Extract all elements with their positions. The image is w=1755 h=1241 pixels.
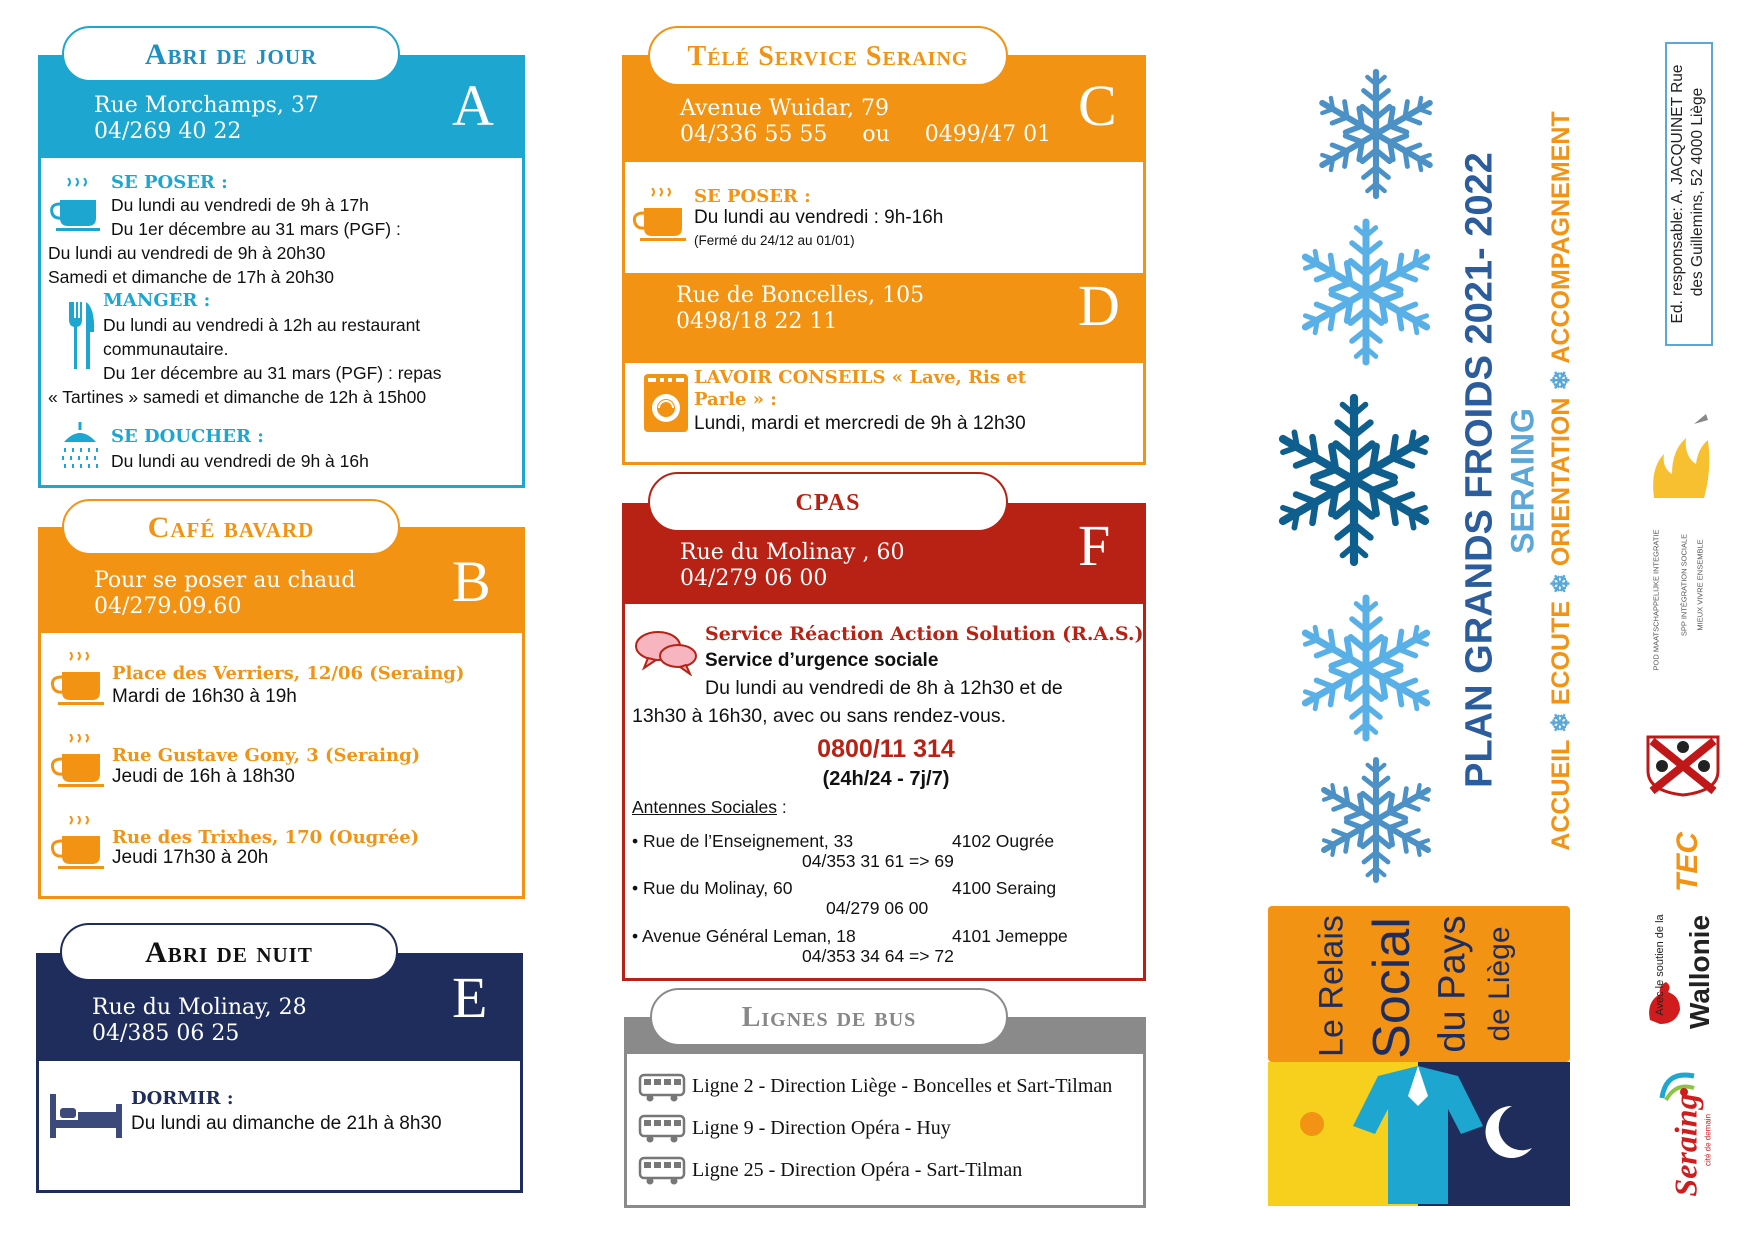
wallonie-small: Avec le soutien de la — [1654, 914, 1666, 1016]
address: Avenue Wuidar, 79 — [680, 96, 889, 121]
card-title: Télé Service Seraing — [648, 26, 1008, 86]
card-letter: E — [452, 965, 488, 1030]
address: Rue du Molinay , 60 — [680, 540, 905, 565]
relais-social-logo — [1268, 906, 1570, 1206]
address: Rue Morchamps, 37 — [94, 93, 319, 118]
coffee-cup-icon — [48, 178, 106, 238]
seraing-logo: Seraing — [1667, 1093, 1704, 1197]
antenne-city: 4100 Seraing — [952, 878, 1057, 898]
d-address: Rue de Boncelles, 105 — [676, 283, 925, 308]
card-abri-de-nuit — [36, 953, 523, 1193]
bus-icon — [638, 1114, 686, 1144]
relais-text: Social — [1363, 917, 1421, 1059]
text-line: « Tartines » samedi et dimanche de 12h à 15h00 — [48, 387, 427, 407]
snowflake-icon: ❄ — [1547, 573, 1575, 594]
pod-logo-text: POD MAATSCHAPPELIJKE INTEGRATIE — [1651, 529, 1661, 671]
bus-line: Ligne 2 - Direction Liège - Boncelles et Sart-Tilman — [692, 1075, 1113, 1097]
tagline — [1546, 111, 1576, 850]
tec-logo: TEC — [1671, 832, 1704, 892]
text-line: Lundi, mardi et mercredi de 9h à 12h30 — [694, 413, 1026, 434]
section-label-manger: MANGER : — [103, 290, 211, 311]
plan-title: PLAN GRANDS FROIDS 2021- 2022 — [1458, 152, 1501, 788]
cutlery-icon — [66, 302, 96, 372]
antenne-phone: 04/353 31 61 => 69 — [802, 851, 954, 871]
coffee-cup-icon — [48, 652, 106, 712]
tagline-word: ECOUTE — [1547, 600, 1575, 706]
section-label-se-poser: SE POSER : — [111, 172, 228, 193]
text-line: Du lundi au dimanche de 21h à 8h30 — [131, 1113, 442, 1134]
ras-subtitle: Service d’urgence sociale — [705, 650, 939, 671]
text-line: Du lundi au vendredi de 9h à 20h30 — [48, 243, 326, 263]
place-address: Place des Verriers, 12/06 (Seraing) — [112, 663, 465, 684]
coffee-cup-icon — [630, 188, 688, 248]
text-line: Du lundi au vendredi à 12h au restaurant — [103, 315, 421, 335]
card-title: Lignes de bus — [650, 988, 1008, 1046]
bus-icon — [638, 1156, 686, 1186]
place-address: Rue Gustave Gony, 3 (Seraing) — [112, 745, 421, 766]
phone: 04/279.09.60 — [94, 594, 242, 619]
hotline-number: 0800/11 314 — [817, 735, 955, 763]
pod-logo-text: SPP INTÉGRATION SOCIALE — [1679, 533, 1689, 637]
antenne-street: • Rue de l’Enseignement, 33 — [632, 831, 854, 851]
phone: 04/279 06 00 — [680, 566, 828, 591]
antennes-label: Antennes Sociales — [632, 797, 777, 817]
antenne-phone: 04/279 06 00 — [826, 898, 929, 918]
coffee-cup-icon — [48, 816, 106, 876]
card-title: Café bavard — [62, 499, 400, 555]
section-label-lavoir: LAVOIR CONSEILS « Lave, Ris et — [694, 367, 1027, 388]
place-hours: Jeudi 17h30 à 20h — [112, 847, 269, 868]
editor-line: Ed. responsable: A. JACQUINET Rue — [1669, 64, 1686, 324]
city-name: SERAING — [1504, 408, 1541, 554]
coffee-cup-icon — [48, 734, 106, 794]
phone: 04/269 40 22 — [94, 119, 242, 144]
phone: 04/336 55 55 ou 0499/47 01 — [680, 122, 1052, 147]
text-line: 13h30 à 16h30, avec ou sans rendez-vous. — [632, 705, 1007, 727]
bus-line: Ligne 25 - Direction Opéra - Sart-Tilman — [692, 1159, 1023, 1181]
seraing-logo-sub: cité de demain — [1703, 1113, 1713, 1167]
text-line: communautaire. — [103, 339, 229, 359]
section-label-se-poser: SE POSER : — [694, 186, 811, 207]
bed-icon — [48, 1090, 124, 1140]
editor-line: des Guillemins, 52 4000 Liège — [1689, 87, 1706, 297]
card-letter: F — [1078, 513, 1111, 578]
subtitle: Pour se poser au chaud — [94, 568, 356, 593]
place-hours: Jeudi de 16h à 18h30 — [112, 766, 295, 787]
snowflake-icon: ❄ — [1547, 369, 1575, 391]
card-title: CPAS — [648, 472, 1008, 532]
antenne-city: 4101 Jemeppe — [952, 926, 1068, 946]
washing-machine-icon — [644, 374, 688, 432]
tagline-word: ACCOMPAGNEMENT — [1547, 111, 1575, 364]
liege-shield-icon — [1646, 735, 1720, 797]
relais-text: Le Relais — [1312, 915, 1351, 1057]
section-label-lavoir: Parle » : — [694, 389, 777, 410]
phone: 04/385 06 25 — [92, 1021, 240, 1046]
text-line: Du lundi au vendredi : 9h-16h — [694, 207, 944, 228]
place-address: Rue des Trixhes, 170 (Ougrée) — [112, 827, 420, 848]
bus-icon — [638, 1073, 686, 1103]
hotline-note: (24h/24 - 7j/7) — [822, 768, 950, 790]
ras-label: Service Réaction Action Solution (R.A.S.) — [705, 623, 1144, 645]
card-letter: B — [452, 549, 491, 614]
snowflake-icon: ❄ — [1547, 712, 1575, 734]
text-line: (Fermé du 24/12 au 01/01) — [694, 233, 855, 248]
text-line: Samedi et dimanche de 17h à 20h30 — [48, 267, 335, 287]
antennes-colon: : — [776, 797, 787, 817]
speech-bubbles-icon — [634, 628, 698, 676]
text-line: Du 1er décembre au 31 mars (PGF) : repas — [103, 363, 442, 383]
antenne-city: 4102 Ougrée — [952, 831, 1055, 851]
card-title: Abri de jour — [62, 26, 400, 82]
snowflakes-illustration — [1258, 50, 1458, 890]
antennes-heading — [632, 796, 787, 819]
pod-logo-text: MIEUX VIVRE ENSEMBLE — [1695, 539, 1705, 631]
address: Rue du Molinay, 28 — [92, 995, 307, 1020]
antenne-street: • Avenue Général Leman, 18 — [632, 926, 856, 946]
wallonie-logo: Wallonie — [1684, 914, 1715, 1030]
text-line: Du lundi au vendredi de 9h à 17h — [111, 195, 369, 215]
tagline-word: ACCUEIL — [1547, 740, 1575, 851]
text-line: Du lundi au vendredi de 8h à 12h30 et de — [705, 677, 1063, 699]
bus-line: Ligne 9 - Direction Opéra - Huy — [692, 1117, 951, 1139]
relais-text: du Pays — [1431, 915, 1474, 1053]
shower-icon — [58, 422, 102, 470]
card-title: Abri de nuit — [60, 923, 398, 981]
card-letter: A — [452, 73, 494, 138]
d-phone: 0498/18 22 11 — [676, 309, 838, 334]
tagline-word: ORIENTATION — [1547, 397, 1575, 567]
flame-logo-icon — [1648, 412, 1712, 502]
place-hours: Mardi de 16h30 à 19h — [112, 686, 297, 707]
card-letter: D — [1078, 273, 1120, 338]
text-line: Du 1er décembre au 31 mars (PGF) : — [111, 219, 401, 239]
relais-text: de Liège — [1483, 926, 1516, 1042]
card-letter: C — [1078, 73, 1117, 138]
section-label-se-doucher: SE DOUCHER : — [111, 426, 264, 447]
antenne-street: • Rue du Molinay, 60 — [632, 878, 793, 898]
antenne-phone: 04/353 34 64 => 72 — [802, 946, 954, 966]
text-line: Du lundi au vendredi de 9h à 16h — [111, 451, 369, 471]
section-label-dormir: DORMIR : — [131, 1088, 234, 1109]
